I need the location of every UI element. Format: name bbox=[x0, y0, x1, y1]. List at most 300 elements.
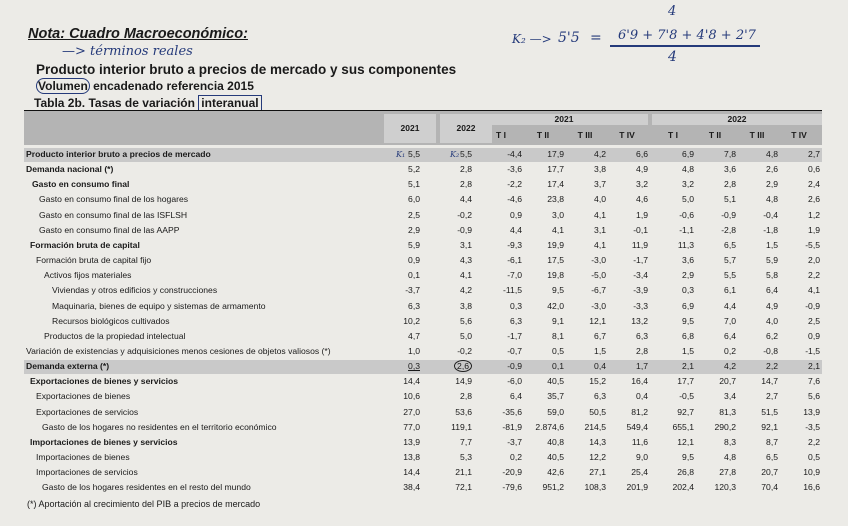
cell-text: 7,7 bbox=[460, 436, 472, 447]
cell-text: 5,5 bbox=[460, 149, 472, 159]
row-value bbox=[376, 178, 420, 192]
cell-text: 0,5 bbox=[552, 345, 564, 356]
cell-text: 70,4 bbox=[761, 482, 778, 493]
cell-text: 8,3 bbox=[724, 436, 736, 447]
row-value bbox=[604, 300, 648, 314]
row-value bbox=[776, 178, 820, 192]
cell-text: 4,2 bbox=[724, 361, 736, 372]
table-title-prefix: Tabla 2b. Tasas de variación bbox=[34, 96, 199, 110]
cell-text: 9,5 bbox=[682, 452, 694, 462]
row-value bbox=[734, 421, 778, 435]
cell-text: 20,7 bbox=[719, 376, 736, 387]
row-value bbox=[520, 269, 564, 283]
header-quarter: T IV bbox=[791, 130, 807, 140]
row-label: Gasto en consumo final de las AAPP bbox=[39, 224, 180, 235]
cell-text: 1,5 bbox=[766, 239, 778, 250]
table-row bbox=[24, 481, 822, 495]
cell-text: 2,8 bbox=[460, 391, 472, 402]
row-value bbox=[428, 300, 472, 314]
header-quarter: T I bbox=[496, 130, 506, 140]
row-label: Gasto de los hogares no residentes en el territorio económico bbox=[42, 421, 277, 432]
row-value bbox=[562, 209, 606, 223]
row-value bbox=[776, 451, 820, 465]
cell-text: 59,0 bbox=[547, 406, 564, 417]
row-value bbox=[734, 345, 778, 359]
cell-text: 5,9 bbox=[408, 239, 420, 250]
table-row bbox=[24, 451, 822, 465]
cell-text: 19,9 bbox=[547, 239, 564, 250]
row-value bbox=[776, 481, 820, 495]
table-row bbox=[24, 239, 822, 253]
row-value bbox=[520, 148, 564, 162]
cell-text: 6,3 bbox=[594, 391, 606, 402]
cell-text: 6,0 bbox=[408, 194, 420, 205]
row-value bbox=[604, 254, 648, 268]
row-value bbox=[520, 345, 564, 359]
row-value bbox=[520, 254, 564, 268]
cell-text: 40,5 bbox=[547, 452, 564, 462]
row-label: Exportaciones de servicios bbox=[36, 406, 139, 417]
row-value bbox=[692, 193, 736, 207]
row-value bbox=[604, 193, 648, 207]
row-value bbox=[692, 284, 736, 298]
cell-text: 6,3 bbox=[408, 300, 420, 311]
row-value bbox=[478, 330, 522, 344]
cell-text: 202,4 bbox=[672, 482, 694, 493]
cell-text: 0,3 bbox=[408, 361, 420, 372]
row-value bbox=[604, 224, 648, 238]
table-title-boxed: interanual bbox=[198, 95, 261, 111]
row-value bbox=[478, 360, 522, 374]
cell-text: 0,3 bbox=[682, 285, 694, 296]
row-value bbox=[650, 345, 694, 359]
cell-text: 2,5 bbox=[808, 315, 820, 326]
row-value bbox=[604, 345, 648, 359]
cell-text: 3,0 bbox=[552, 209, 564, 220]
row-value bbox=[478, 209, 522, 223]
cell-text: 5,6 bbox=[460, 315, 472, 326]
cell-text: 0,9 bbox=[510, 209, 522, 220]
row-value bbox=[478, 224, 522, 238]
cell-text: 17,5 bbox=[547, 255, 564, 266]
cell-text: 10,2 bbox=[403, 315, 420, 326]
row-value bbox=[428, 269, 472, 283]
row-value bbox=[734, 269, 778, 283]
row-value bbox=[376, 421, 420, 435]
row-value bbox=[650, 360, 694, 374]
formula-lhs: 5'5 bbox=[558, 30, 580, 46]
row-value bbox=[650, 330, 694, 344]
row-value bbox=[650, 193, 694, 207]
cell-text: 0,6 bbox=[808, 164, 820, 175]
row-value bbox=[650, 481, 694, 495]
table-row bbox=[24, 193, 822, 207]
formula-equals: = bbox=[590, 30, 602, 46]
row-value bbox=[604, 269, 648, 283]
cell-text: 5,0 bbox=[682, 194, 694, 205]
row-value bbox=[520, 481, 564, 495]
row-value bbox=[776, 148, 820, 162]
row-value bbox=[692, 163, 736, 177]
cell-text: 7,0 bbox=[724, 315, 736, 326]
cell-text: -1,1 bbox=[679, 224, 694, 235]
cell-text: 0,1 bbox=[408, 270, 420, 281]
row-value bbox=[734, 406, 778, 420]
row-value bbox=[428, 406, 472, 420]
cell-text: 1,9 bbox=[636, 209, 648, 220]
cell-text: 4,1 bbox=[594, 209, 606, 220]
row-value bbox=[562, 269, 606, 283]
cell-text: 12,2 bbox=[589, 452, 606, 462]
row-value bbox=[478, 148, 522, 162]
table-row bbox=[24, 360, 822, 374]
cell-text: -6,0 bbox=[507, 376, 522, 387]
header-group-2022: 2022 bbox=[727, 114, 747, 124]
row-value bbox=[520, 315, 564, 329]
row-value bbox=[776, 390, 820, 404]
formula-top-mark: 4 bbox=[668, 4, 677, 19]
row-value bbox=[376, 300, 420, 314]
cell-text: 10,6 bbox=[403, 391, 420, 402]
cell-text: 6,7 bbox=[594, 330, 606, 341]
row-value bbox=[650, 254, 694, 268]
row-value bbox=[428, 345, 472, 359]
row-value bbox=[562, 178, 606, 192]
cell-text: 0,9 bbox=[408, 255, 420, 266]
row-value bbox=[604, 330, 648, 344]
row-value bbox=[692, 254, 736, 268]
row-label: Recursos biológicos cultivados bbox=[52, 315, 170, 326]
row-value bbox=[604, 436, 648, 450]
cell-text: -4,6 bbox=[507, 194, 522, 205]
cell-text: 0,4 bbox=[636, 391, 648, 402]
cell-text: 38,4 bbox=[403, 482, 420, 493]
row-value bbox=[692, 451, 736, 465]
cell-text: -35,6 bbox=[502, 406, 522, 417]
cell-text: 120,3 bbox=[714, 482, 736, 493]
row-value bbox=[650, 375, 694, 389]
row-value bbox=[376, 269, 420, 283]
row-value bbox=[520, 163, 564, 177]
row-value bbox=[650, 284, 694, 298]
row-value bbox=[604, 163, 648, 177]
cell-text: 6,1 bbox=[724, 285, 736, 296]
cell-text: 14,9 bbox=[455, 376, 472, 387]
row-value bbox=[520, 224, 564, 238]
cell-text: 3,6 bbox=[682, 255, 694, 266]
cell-text: 2,7 bbox=[766, 391, 778, 402]
row-value bbox=[604, 481, 648, 495]
subtitle-rest: encadenado referencia 2015 bbox=[89, 79, 254, 93]
row-value bbox=[520, 360, 564, 374]
header-quarter: T I bbox=[668, 130, 678, 140]
row-value bbox=[376, 163, 420, 177]
cell-text: -0,2 bbox=[457, 345, 472, 356]
row-value bbox=[604, 375, 648, 389]
row-label: Importaciones de servicios bbox=[36, 467, 138, 478]
table-row bbox=[24, 375, 822, 389]
row-value bbox=[776, 209, 820, 223]
row-value bbox=[776, 421, 820, 435]
row-value bbox=[562, 436, 606, 450]
row-value bbox=[734, 330, 778, 344]
cell-text: 81,2 bbox=[631, 406, 648, 417]
header-year-2022: 2022 bbox=[456, 123, 476, 133]
cell-text: 13,9 bbox=[803, 406, 820, 417]
cell-text: 14,7 bbox=[761, 376, 778, 387]
cell-text: 5,6 bbox=[808, 391, 820, 402]
cell-text: 2,2 bbox=[766, 361, 778, 372]
row-value bbox=[604, 239, 648, 253]
cell-text: -3,9 bbox=[633, 285, 648, 296]
cell-text: 2,8 bbox=[460, 179, 472, 190]
cell-text: 1,0 bbox=[408, 345, 420, 356]
cell-text: -0,9 bbox=[457, 224, 472, 235]
row-value bbox=[478, 315, 522, 329]
cell-text: 1,5 bbox=[682, 345, 694, 356]
cell-text: 3,2 bbox=[636, 179, 648, 190]
row-value bbox=[478, 375, 522, 389]
cell-text: -1,5 bbox=[805, 345, 820, 356]
row-value bbox=[734, 284, 778, 298]
cell-text: 17,7 bbox=[547, 164, 564, 175]
cell-text: 2,0 bbox=[808, 255, 820, 266]
cell-text: -0,9 bbox=[507, 361, 522, 372]
row-value bbox=[562, 360, 606, 374]
cell-text: 21,1 bbox=[455, 467, 472, 478]
cell-text: -79,6 bbox=[502, 482, 522, 493]
cell-text: 4,1 bbox=[552, 224, 564, 235]
table-header bbox=[24, 111, 822, 145]
cell-text: 9,0 bbox=[636, 452, 648, 462]
row-value bbox=[604, 421, 648, 435]
row-value bbox=[650, 163, 694, 177]
cell-text: -7,0 bbox=[507, 270, 522, 281]
cell-text: 9,1 bbox=[552, 315, 564, 326]
cell-text: 4,8 bbox=[682, 164, 694, 175]
row-value bbox=[428, 254, 472, 268]
row-value bbox=[692, 345, 736, 359]
row-label: Formación bruta de capital bbox=[30, 239, 140, 250]
row-value bbox=[520, 178, 564, 192]
cell-text: 2,4 bbox=[808, 179, 820, 190]
row-value bbox=[376, 481, 420, 495]
row-value bbox=[376, 406, 420, 420]
cell-text: 1,2 bbox=[808, 209, 820, 220]
row-value bbox=[776, 466, 820, 480]
cell-text: 5,0 bbox=[460, 330, 472, 341]
cell-text: 655,1 bbox=[672, 421, 694, 432]
cell-text: 2,6 bbox=[808, 194, 820, 205]
cell-text: -3,6 bbox=[507, 164, 522, 175]
cell-text: -20,9 bbox=[502, 467, 522, 478]
row-value bbox=[776, 300, 820, 314]
cell-text: 6,3 bbox=[636, 330, 648, 341]
row-value bbox=[562, 451, 606, 465]
row-value bbox=[478, 436, 522, 450]
row-value bbox=[562, 284, 606, 298]
row-value bbox=[478, 481, 522, 495]
cell-text: 6,4 bbox=[510, 391, 522, 402]
row-value bbox=[776, 254, 820, 268]
cell-text: -9,3 bbox=[507, 239, 522, 250]
cell-text: 5,9 bbox=[766, 255, 778, 266]
row-value bbox=[776, 360, 820, 374]
cell-text: 3,8 bbox=[460, 300, 472, 311]
cell-text: 4,0 bbox=[766, 315, 778, 326]
row-value bbox=[776, 345, 820, 359]
row-value bbox=[376, 375, 420, 389]
row-value bbox=[734, 148, 778, 162]
row-value bbox=[692, 466, 736, 480]
handwritten-mark-k2: K₂ bbox=[450, 150, 460, 159]
row-value bbox=[604, 315, 648, 329]
row-value bbox=[776, 163, 820, 177]
table-row bbox=[24, 209, 822, 223]
cell-text: 23,8 bbox=[547, 194, 564, 205]
cell-text: 51,5 bbox=[761, 406, 778, 417]
row-value bbox=[478, 254, 522, 268]
row-value bbox=[692, 148, 736, 162]
row-value bbox=[692, 390, 736, 404]
row-value bbox=[562, 224, 606, 238]
row-value bbox=[604, 178, 648, 192]
row-value bbox=[650, 406, 694, 420]
row-label: Gasto en consumo final bbox=[32, 179, 130, 190]
table-row bbox=[24, 421, 822, 435]
cell-text: 3,7 bbox=[594, 179, 606, 190]
row-value bbox=[734, 178, 778, 192]
cell-text: 0,3 bbox=[510, 300, 522, 311]
cell-text: -81,9 bbox=[502, 421, 522, 432]
row-value bbox=[776, 406, 820, 420]
row-value bbox=[692, 375, 736, 389]
row-value bbox=[650, 224, 694, 238]
row-value bbox=[520, 406, 564, 420]
cell-text: 6,5 bbox=[766, 452, 778, 462]
row-value bbox=[376, 360, 420, 374]
row-value bbox=[376, 330, 420, 344]
row-value bbox=[428, 193, 472, 207]
cell-text: 4,8 bbox=[766, 149, 778, 159]
subtitle-circled-word: Volumen bbox=[38, 79, 88, 93]
cell-text: 2,9 bbox=[766, 179, 778, 190]
cell-text: 11,9 bbox=[631, 239, 648, 250]
row-value bbox=[428, 330, 472, 344]
row-value bbox=[650, 421, 694, 435]
cell-text: -1,7 bbox=[633, 255, 648, 266]
row-value bbox=[376, 436, 420, 450]
row-value bbox=[604, 148, 648, 162]
row-value bbox=[562, 375, 606, 389]
cell-text: 40,5 bbox=[547, 376, 564, 387]
formula-numerator: 6'9 + 7'8 + 4'8 + 2'7 bbox=[618, 28, 756, 43]
cell-text: 53,6 bbox=[455, 406, 472, 417]
table-row bbox=[24, 148, 822, 162]
row-value bbox=[776, 284, 820, 298]
cell-text: 4,4 bbox=[460, 194, 472, 205]
row-label: Variación de existencias y adquisiciones menos cesiones de objetos valiosos (*) bbox=[26, 345, 331, 356]
row-value bbox=[478, 163, 522, 177]
row-value bbox=[562, 148, 606, 162]
cell-text: -0,9 bbox=[721, 209, 736, 220]
row-value bbox=[776, 375, 820, 389]
header-year-2021: 2021 bbox=[400, 123, 420, 133]
row-value bbox=[562, 300, 606, 314]
cell-text: 14,4 bbox=[403, 376, 420, 387]
cell-text: 2,5 bbox=[408, 209, 420, 220]
cell-text: -3,4 bbox=[633, 270, 648, 281]
row-value bbox=[734, 315, 778, 329]
cell-text: 42,0 bbox=[547, 300, 564, 311]
cell-text: 14,3 bbox=[589, 436, 606, 447]
cell-text: 11,6 bbox=[631, 436, 648, 447]
row-value bbox=[692, 406, 736, 420]
cell-text: 16,6 bbox=[803, 482, 820, 493]
cell-text: 27,8 bbox=[719, 467, 736, 478]
row-value bbox=[776, 269, 820, 283]
row-value bbox=[520, 436, 564, 450]
cell-text: 4,2 bbox=[460, 285, 472, 296]
cell-text: -5,0 bbox=[591, 270, 606, 281]
cell-text: -0,8 bbox=[763, 345, 778, 356]
row-value bbox=[478, 466, 522, 480]
row-label: Activos fijos materiales bbox=[44, 270, 132, 281]
cell-text: 12,1 bbox=[589, 315, 606, 326]
cell-text: -3,7 bbox=[405, 285, 420, 296]
cell-text: 92,7 bbox=[677, 406, 694, 417]
row-value bbox=[650, 178, 694, 192]
cell-text: -6,1 bbox=[507, 255, 522, 266]
row-value bbox=[734, 209, 778, 223]
cell-text: 0,2 bbox=[510, 452, 522, 462]
row-value bbox=[776, 224, 820, 238]
row-value bbox=[776, 330, 820, 344]
header-quarter: T III bbox=[749, 130, 765, 140]
cell-text: 17,4 bbox=[547, 179, 564, 190]
row-value bbox=[692, 421, 736, 435]
row-value bbox=[376, 254, 420, 268]
row-value bbox=[604, 360, 648, 374]
row-label: Exportaciones de bienes y servicios bbox=[30, 376, 179, 387]
formula-label: K₂ —> bbox=[512, 32, 552, 46]
row-value bbox=[478, 284, 522, 298]
cell-text: 951,2 bbox=[542, 482, 564, 493]
cell-text: 1,7 bbox=[636, 361, 648, 372]
cell-text: 2,7 bbox=[808, 149, 820, 159]
cell-text: 2,8 bbox=[724, 179, 736, 190]
row-value bbox=[428, 239, 472, 253]
row-value bbox=[650, 148, 694, 162]
row-label: Producto interior bruto a precios de mercado bbox=[26, 149, 211, 159]
cell-text: -3,0 bbox=[591, 300, 606, 311]
table-row bbox=[24, 406, 822, 420]
table-row bbox=[24, 436, 822, 450]
cell-text: 2,8 bbox=[460, 164, 472, 175]
row-value bbox=[776, 436, 820, 450]
row-value bbox=[428, 284, 472, 298]
row-value bbox=[478, 345, 522, 359]
row-value bbox=[478, 300, 522, 314]
table-row bbox=[24, 300, 822, 314]
cell-text: -0,5 bbox=[679, 391, 694, 402]
cell-text: 15,2 bbox=[589, 376, 606, 387]
row-value bbox=[650, 436, 694, 450]
cell-text: 2,1 bbox=[682, 361, 694, 372]
cell-text: 6,4 bbox=[766, 285, 778, 296]
row-value bbox=[376, 284, 420, 298]
cell-text: 3,1 bbox=[594, 224, 606, 235]
